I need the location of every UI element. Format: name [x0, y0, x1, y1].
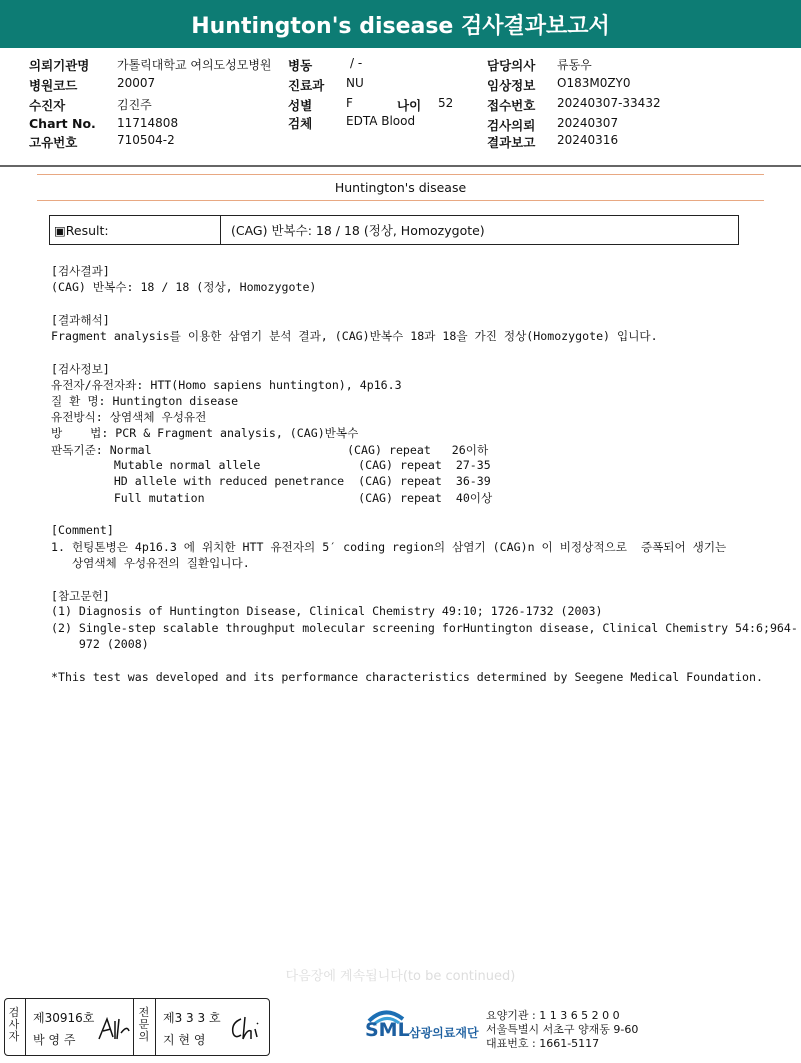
sex-value: F	[346, 96, 353, 110]
body-line: 972 (2008)	[51, 637, 149, 651]
recv-value: 김진주	[117, 98, 152, 112]
sex-label: 성별	[288, 98, 313, 113]
spec-value: EDTA Blood	[346, 114, 416, 128]
body-line: [결과해석]	[51, 313, 110, 327]
body-line: HD allele with reduced penetrance (CAG) repeat 36-39	[51, 474, 491, 488]
body-line: 판독기준: Normal (CAG) repeat 26이하	[51, 443, 489, 457]
body-line: 유전방식: 상염색체 우성유전	[51, 410, 207, 424]
dept-label: 진료과	[288, 78, 325, 93]
request-label: 검사의뢰	[487, 118, 536, 133]
patient-header	[0, 48, 801, 167]
section-rule-bottom	[37, 200, 764, 201]
ward-label: 병동	[288, 58, 313, 73]
report-title: Huntington's disease 검사결과보고서	[191, 13, 610, 39]
result-box	[49, 215, 739, 245]
inst-value: 가톨릭대학교 여의도성모병원	[117, 58, 272, 72]
body-line: 방 법: PCR & Fragment analysis, (CAG)반복수	[51, 426, 359, 440]
request-value: 20240307	[557, 116, 619, 130]
inst-label: 의뢰기관명	[29, 58, 90, 73]
divider	[133, 999, 134, 1055]
footer-info-3: 대표번호 : 1661-5117	[486, 1037, 600, 1050]
body-line: Mutable normal allele (CAG) repeat 27-35	[51, 458, 491, 472]
sml-logo-text: SML	[365, 1019, 410, 1041]
spec-label: 검체	[288, 116, 313, 131]
clinical-label: 임상정보	[487, 78, 536, 93]
body-line: (1) Diagnosis of Huntington Disease, Clinical Chemistry 49:10; 1726-1732 (2003)	[51, 604, 603, 618]
report-banner	[0, 0, 801, 48]
chart-value: 11714808	[117, 116, 179, 130]
body-line: 상염색체 우성유전의 질환입니다.	[51, 556, 250, 570]
section-title: Huntington's disease	[334, 180, 467, 195]
examiner-signature-icon	[97, 1015, 131, 1043]
recv-label: 수진자	[29, 98, 66, 113]
examiner-no: 제30916호	[33, 1011, 95, 1025]
body-line: (2) Single-step scalable throughput molecular screening forHuntington disease, Clinical Chemistry 54:6;964-	[51, 621, 798, 635]
signature-box	[4, 998, 270, 1056]
footer-info-1: 요양기관 : 1 1 3 6 5 2 0 0	[486, 1009, 620, 1022]
body-line: (CAG) 반복수: 18 / 18 (정상, Homozygote)	[51, 280, 317, 294]
chart-label: Chart No.	[29, 116, 96, 131]
report-label: 결과보고	[487, 135, 536, 150]
footer-info-2: 서울특별시 서초구 양재동 9-60	[486, 1023, 639, 1036]
examiner-label: 검사자	[8, 1006, 20, 1043]
body-line: Fragment analysis를 이용한 삼염기 분석 결과, (CAG)반복수 18과 18을 가진 정상(Homozygote) 입니다.	[51, 329, 658, 343]
body-line: [검사결과]	[51, 264, 110, 278]
clinical-value: O183M0ZY0	[557, 76, 631, 90]
divider	[25, 999, 26, 1055]
continued-note: 다음장에 계속됩니다(to be continued)	[285, 969, 516, 984]
doctor-label: 담당의사	[487, 58, 536, 73]
code-value: 20007	[117, 76, 156, 90]
doctor-value: 류동우	[557, 58, 592, 72]
accept-value: 20240307-33432	[557, 96, 661, 110]
reviewer-name: 지 현 영	[163, 1033, 206, 1047]
divider	[155, 999, 156, 1055]
examiner-name: 박 영 주	[33, 1033, 76, 1047]
section-rule-top	[37, 174, 764, 175]
dept-value: NU	[346, 76, 364, 90]
uid-label: 고유번호	[29, 135, 78, 150]
body-line: [참고문헌]	[51, 589, 110, 603]
result-value: (CAG) 반복수: 18 / 18 (정상, Homozygote)	[231, 223, 485, 238]
body-line: 유전자/유전자좌: HTT(Homo sapiens huntington), 4p16.3	[51, 378, 402, 392]
accept-label: 접수번호	[487, 98, 536, 113]
age-label: 나이	[397, 98, 422, 113]
body-line: *This test was developed and its performance characteristics determined by Seegene Medical Foundation.	[51, 670, 763, 684]
uid-value: 710504-2	[117, 133, 175, 147]
age-value: 52	[438, 96, 454, 110]
body-line: [검사정보]	[51, 362, 110, 376]
report-value: 20240316	[557, 133, 619, 147]
code-label: 병원코드	[29, 78, 78, 93]
body-line: [Comment]	[51, 523, 114, 537]
body-line: 1. 헌팅톤병은 4p16.3 에 위치한 HTT 유전자의 5′ coding region의 삼염기 (CAG)n 이 비정상적으로 증폭되어 생기는	[51, 540, 727, 554]
reviewer-label: 전문의	[138, 1006, 150, 1043]
body-line: 질 환 명: Huntington disease	[51, 394, 239, 408]
result-label: ▣Result:	[50, 216, 221, 244]
body-line: Full mutation (CAG) repeat 40이상	[51, 491, 493, 505]
reviewer-signature-icon	[227, 1013, 263, 1043]
ward-value: / -	[350, 56, 363, 70]
reviewer-no: 제3 3 3 호	[163, 1011, 221, 1025]
sml-logo-name: 삼광의료재단	[409, 1026, 479, 1040]
